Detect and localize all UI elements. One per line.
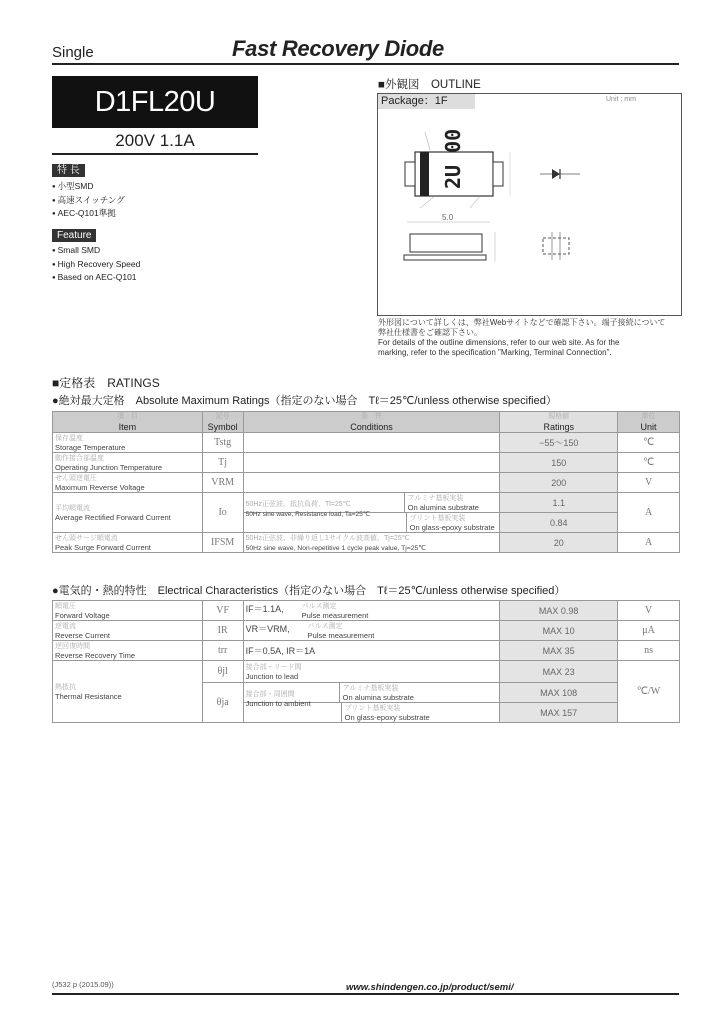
column-header: 規格値 Ratings — [500, 412, 618, 433]
features-en-tag: Feature — [52, 229, 96, 242]
abs-max-heading: ●絶対最大定格 Absolute Maximum Ratings（指定のない場合 Tℓ＝25℃/unless otherwise specified） — [52, 395, 557, 407]
footer-url[interactable]: www.shindengen.co.jp/product/semi/ — [346, 982, 514, 993]
unit-label: Unit : mm — [606, 96, 636, 103]
list-item: ● Based on AEC-Q101 — [52, 271, 140, 285]
list-item: ● High Recovery Speed — [52, 258, 140, 272]
ratings-heading: ■定格表 RATINGS — [52, 376, 160, 390]
features-jp-list — [52, 180, 125, 221]
outline-heading: ■外観図 OUTLINE — [378, 79, 481, 91]
features-jp-tag: 特 長 — [52, 164, 85, 177]
package-outline-drawing — [380, 112, 676, 308]
package-label: Package：1F — [378, 94, 475, 109]
table-row: 順電圧 Forward Voltage VF IF＝1.1A, パルス測定 Pulse measurement MAX 0.98 V — [53, 601, 680, 621]
header-divider — [52, 63, 679, 65]
electrical-characteristics-table — [52, 600, 680, 723]
list-item: ● 小型SMD — [52, 180, 125, 194]
outline-note-en-1: For details of the outline dimensions, refer to our web site. As for the — [378, 338, 620, 347]
table-row: 逆電流 Reverse Current IR VR＝VRM, パルス測定 Pulse measurement MAX 10 μA — [53, 621, 680, 641]
rating-divider — [52, 153, 258, 155]
table-header-row — [53, 412, 680, 433]
column-header: 記号 Symbol — [202, 412, 243, 433]
abs-max-ratings-table — [52, 411, 680, 553]
table-row: 接合部・周囲間 Junction to ambient プリント基板実装 On glass-epoxy substrate MAX 157 — [53, 703, 680, 723]
footer-divider — [52, 993, 679, 995]
table-row: 熱抵抗 Thermal Resistance θjl 接合部・リード間 Junction to lead MAX 23 ℃/W — [53, 661, 680, 683]
list-item: ● 高速スイッチング — [52, 194, 125, 208]
page-title: Fast Recovery Diode — [232, 36, 444, 61]
column-header: 項 目 Item — [53, 412, 203, 433]
part-rating: 200V 1.1A — [115, 131, 195, 150]
table-row: 50Hz正弦波、抵抗負荷、Tl=25℃ 50Hz sine wave, Resistance load, Ta=25℃ プリント基板実装 On glass-epoxy substrate 0.84 — [53, 513, 680, 533]
outline-note-jp-2: 弊社仕様書をご確認下さい。 — [378, 328, 482, 337]
table-row: θja アルミナ基板実装 On alumina substrate MAX 108 — [53, 683, 680, 703]
table-row: 平均順電流 Average Rectified Forward Current Io アルミナ基板実装 On alumina substrate 1.1 A — [53, 493, 680, 513]
dimension-label: 5.0 — [442, 213, 454, 222]
features-en-list — [52, 244, 140, 285]
part-number: D1FL20U — [52, 76, 258, 128]
category-label: Single — [52, 44, 94, 61]
column-header: 単位 Unit — [618, 412, 680, 433]
list-item: ● Small SMD — [52, 244, 140, 258]
table-row: せん頭逆電圧 Maximum Reverse Voltage VRM 200 V — [53, 473, 680, 493]
table-row: 保存温度 Storage Temperature Tstg −55～150 ℃ — [53, 433, 680, 453]
outline-note-jp-1: 外形図について詳しくは、弊社Webサイトなどで確認下さい。端子接続について — [378, 318, 666, 327]
column-header: 条 件 Conditions — [243, 412, 500, 433]
elec-heading: ●電気的・熱的特性 Electrical Characteristics（指定のない場合 Tℓ＝25℃/unless otherwise specified） — [52, 585, 566, 597]
outline-note-en-2: marking, refer to the specification "Marking, Terminal Connection". — [378, 348, 612, 357]
table-row: 動作接合部温度 Operating Junction Temperature Tj 150 ℃ — [53, 453, 680, 473]
list-item: ● AEC-Q101準拠 — [52, 207, 125, 221]
footer-doc-code: (J532 p (2015.09)) — [52, 980, 114, 989]
table-row: 逆回復時間 Reverse Recovery Time trr IF＝0.5A, IR＝1A MAX 35 ns — [53, 641, 680, 661]
table-row: せん頭サージ順電流 Peak Surge Forward Current IFSM 50Hz正弦波、非繰り返し1サイクル波高値、Tj=25℃ 50Hz sine wave, Non-repetitive 1 cycle peak value, Tj=25℃ 20 A — [53, 533, 680, 553]
marking-text: 2U 00 — [441, 128, 465, 189]
